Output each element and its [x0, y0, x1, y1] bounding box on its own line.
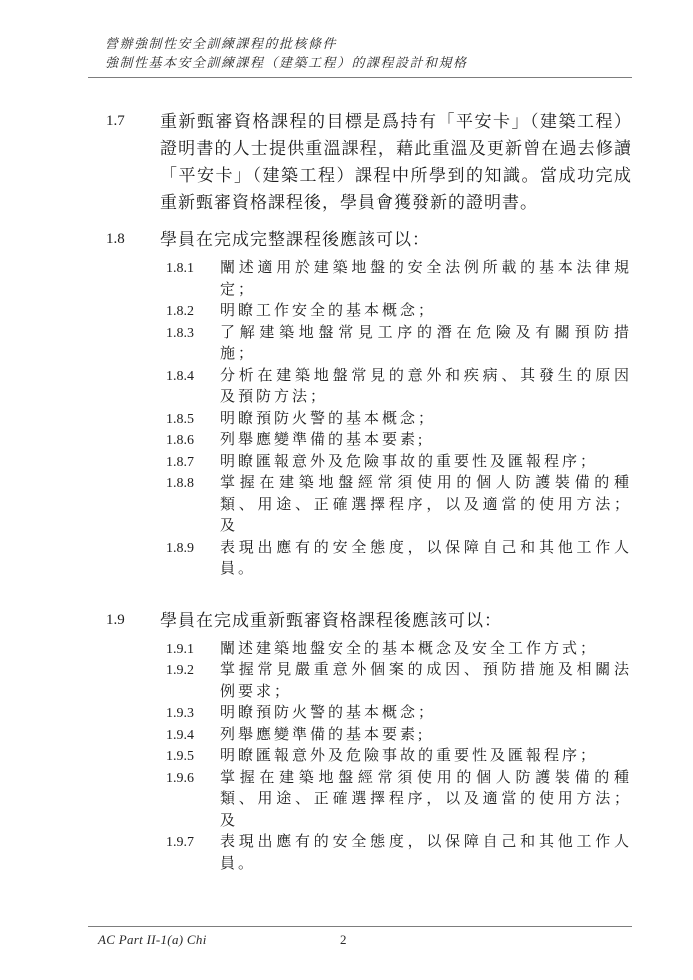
list-item-text: 闡述建築地盤安全的基本概念及安全工作方式；	[220, 640, 599, 657]
list-item-number: 1.8.6	[166, 433, 194, 448]
section-item-list	[106, 258, 632, 581]
section-heading	[106, 607, 632, 634]
list-item-number: 1.8.4	[166, 368, 194, 384]
list-item	[166, 473, 632, 538]
header-rule	[88, 77, 632, 78]
list-item-text: 闡述適用於建築地盤的安全法例所載的基本法律規定；	[220, 260, 632, 298]
list-item-number: 1.9.4	[166, 727, 194, 743]
footer-page-number: 2	[340, 932, 347, 947]
list-item	[166, 258, 632, 301]
document-header	[88, 0, 632, 72]
list-item-text: 分析在建築地盤常見的意外和疾病、其發生的原因及預防方法；	[220, 367, 632, 405]
section-heading	[106, 108, 632, 216]
list-item-number: 1.9.5	[166, 749, 194, 764]
document-footer	[88, 926, 632, 948]
list-item-text: 列舉應變準備的基本要素;	[220, 432, 426, 448]
header-title-line1: 營辦強制性安全訓練課程的批核條件	[105, 36, 338, 51]
list-item	[166, 768, 632, 833]
list-item-number: 1.8.1	[166, 261, 194, 276]
list-item	[166, 538, 632, 581]
section-paragraph: 重新甄審資格課程的目標是爲持有「平安卡」（建築工程）證明書的人士提供重溫課程，藉此重溫及更新曾在過去修讀「平安卡」（建築工程）課程中所學到的知識。當成功完成重新甄審資格課程後，學員會獲發新的證明書。	[160, 112, 632, 212]
list-item	[166, 323, 632, 366]
list-item-number: 1.9.6	[166, 770, 194, 786]
list-item-text: 明瞭工作安全的基本概念；	[220, 303, 437, 319]
list-item-number: 1.8.7	[166, 454, 194, 470]
list-item	[166, 301, 632, 323]
list-item-number: 1.8.8	[166, 476, 194, 491]
footer-document-code: AC Part II-1(a) Chi	[98, 932, 207, 947]
list-item	[166, 366, 632, 409]
section-heading	[106, 226, 632, 253]
section-number: 1.8	[106, 231, 125, 247]
list-item-number: 1.9.2	[166, 663, 194, 678]
list-item-text: 表現出應有的安全態度，以保障自己和其他工作人員。	[220, 539, 632, 577]
list-item	[166, 430, 632, 452]
list-item-text: 掌握在建築地盤經常須使用的個人防護裝備的種類、用途、正確選擇程序，以及適當的使用方法；及	[220, 475, 632, 534]
list-item	[166, 746, 632, 768]
list-item-number: 1.9.3	[166, 706, 194, 721]
list-item	[166, 725, 632, 747]
section-number: 1.7	[106, 113, 125, 129]
list-item-number: 1.8.2	[166, 304, 194, 319]
list-item-number: 1.8.9	[166, 540, 194, 556]
list-item-text: 掌握常見嚴重意外個案的成因、預防措施及相關法例要求；	[220, 662, 632, 700]
list-item-text: 表現出應有的安全態度，以保障自己和其他工作人員。	[220, 834, 632, 872]
list-item-text: 明瞭匯報意外及危險事故的重要性及匯報程序；	[220, 453, 599, 470]
list-item	[166, 452, 632, 474]
list-item-number: 1.9.7	[166, 835, 194, 850]
section-heading-text: 學員在完成重新甄審資格課程後應該可以：	[160, 610, 502, 630]
list-item-number: 1.8.5	[166, 411, 194, 427]
section-number: 1.9	[106, 611, 125, 628]
page-content	[88, 0, 632, 875]
section-1-8	[88, 226, 632, 581]
list-item	[166, 832, 632, 875]
list-item	[166, 660, 632, 703]
section-heading-text: 學員在完成完整課程後應該可以：	[160, 230, 430, 249]
list-item	[166, 703, 632, 725]
list-item-text: 明瞭預防火警的基本概念；	[220, 705, 437, 721]
list-item-text: 掌握在建築地盤經常須使用的個人防護裝備的種類、用途、正確選擇程序，以及適當的使用方法；及	[220, 769, 632, 829]
section-1-9	[88, 607, 632, 876]
list-item-text: 明瞭匯報意外及危險事故的重要性及匯報程序；	[220, 748, 599, 764]
list-item-text: 列舉應變準備的基本要素;	[220, 726, 426, 743]
header-title-line2: 強制性基本安全訓練課程（建築工程）的課程設計和規格	[105, 55, 468, 70]
section-item-list	[106, 639, 632, 876]
list-item-number: 1.8.3	[166, 325, 194, 341]
section-1-7	[88, 108, 632, 216]
list-item	[166, 409, 632, 431]
list-item	[166, 639, 632, 661]
list-item-number: 1.9.1	[166, 641, 194, 657]
list-item-text: 明瞭預防火警的基本概念；	[220, 410, 437, 427]
list-item-text: 了解建築地盤常見工序的潛在危險及有關預防措施；	[220, 324, 632, 362]
